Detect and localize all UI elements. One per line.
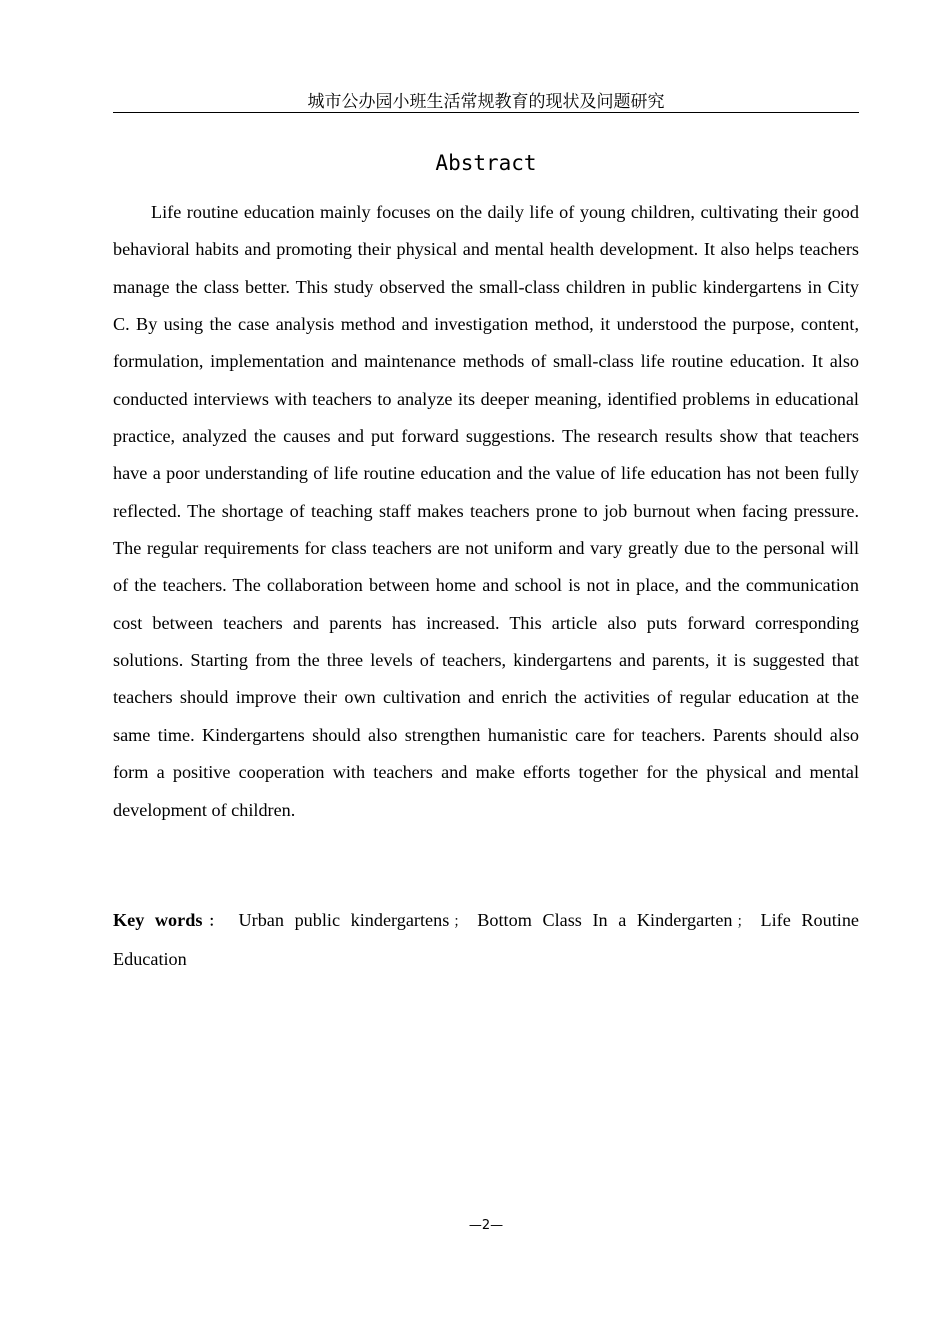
abstract-title: Abstract (435, 151, 537, 175)
keyword-item: Urban public kindergartens (238, 910, 450, 930)
keywords-label: Key words (113, 910, 203, 930)
page-number: —2— (468, 1218, 504, 1233)
running-header (113, 90, 859, 113)
keywords (113, 902, 859, 977)
keyword-separator: ； (736, 915, 751, 930)
keyword-separator: ； (453, 915, 468, 930)
abstract-body: Life routine education mainly focuses on the daily life of young children, cultivating their good behavioral habits and promoting their physical and mental health development. It also helps teachers manage the class better. This study observed the small-class children in public kindergartens in City C. By using the case analysis method and investigation method, it understood the purpose, content, formulation, implementation and maintenance methods of small-class life routine education. It also conducted interviews with teachers to analyze its deeper meaning, identified problems in educational practice, analyzed the causes and put forward suggestions. The research results show that teachers have a poor understanding of life routine education and the value of life education has not been fully reflected. The shortage of teaching staff makes teachers prone to job burnout when facing pressure. The regular requirements for class teachers are not uniform and vary greatly due to the personal will of the teachers. The collaboration between home and school is not in place, and the communication cost between teachers and parents has increased. This article also puts forward corresponding solutions. Starting from the three levels of teachers, kindergartens and parents, it is suggested that teachers should improve their own cultivation and enrich the activities of regular education at the same time. Kindergartens should also strengthen humanistic care for teachers. Parents should also form a positive cooperation with teachers and make efforts together for the physical and mental development of children. (113, 202, 859, 820)
keyword-item: Bottom Class In a Kindergarten (477, 910, 733, 930)
keyword-item: Life Routine Education (113, 910, 859, 969)
keywords-colon: ： (202, 915, 229, 930)
running-header-title: 城市公办园小班生活常规教育的现状及问题研究 (307, 92, 665, 112)
